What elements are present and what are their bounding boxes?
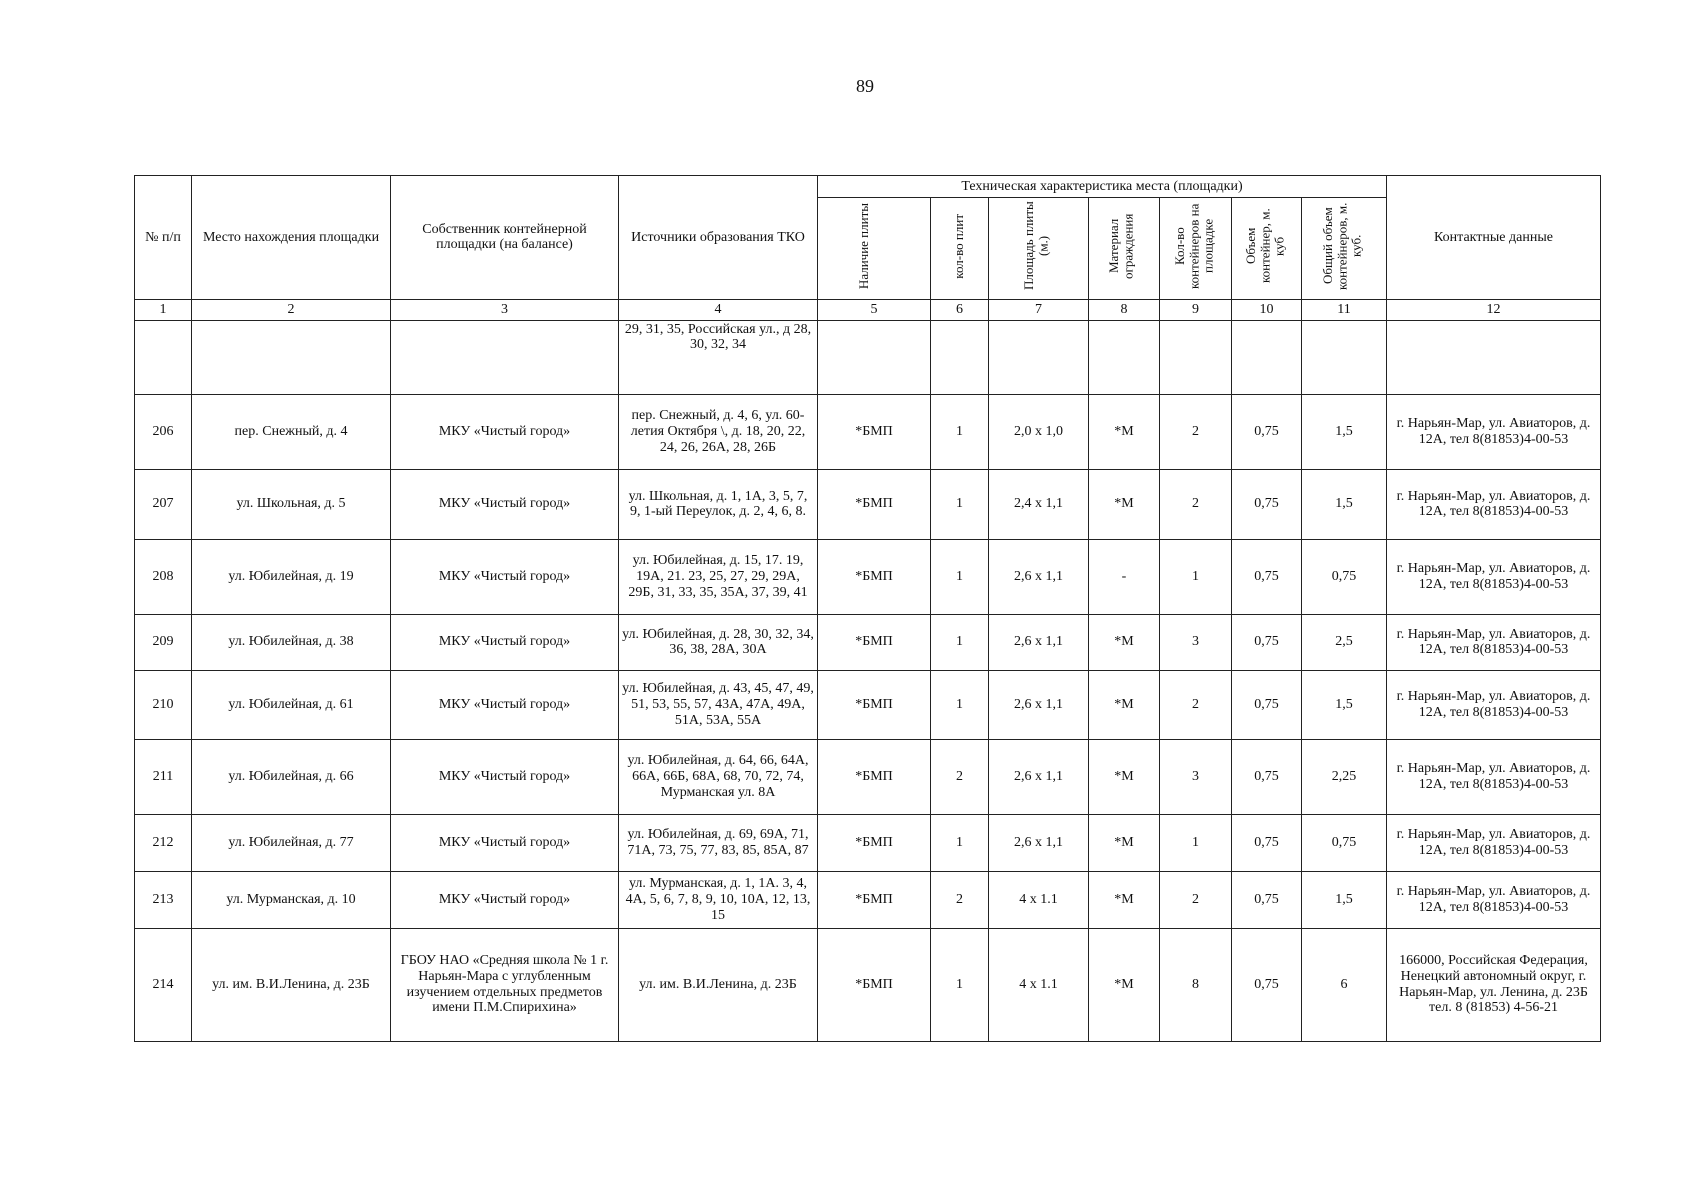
row-num: 212 bbox=[135, 814, 192, 871]
column-number: 11 bbox=[1302, 299, 1387, 320]
header-slab-presence: Наличие плиты bbox=[818, 198, 931, 300]
row-slab: *БМП bbox=[818, 469, 931, 539]
column-number: 5 bbox=[818, 299, 931, 320]
row-area: 2,4 x 1,1 bbox=[989, 469, 1089, 539]
row-volume: 0,75 bbox=[1232, 814, 1302, 871]
row-fence: *М bbox=[1089, 814, 1160, 871]
continuation-sources: 29, 31, 35, Российская ул., д 28, 30, 32, 34 bbox=[619, 320, 818, 394]
row-num: 208 bbox=[135, 539, 192, 614]
row-location: ул. Мурманская, д. 10 bbox=[192, 871, 391, 928]
header-fence-material: Материал ограждения bbox=[1089, 198, 1160, 300]
row-fence: *М bbox=[1089, 394, 1160, 469]
row-owner: МКУ «Чистый город» bbox=[391, 614, 619, 670]
header-slab-area: Площадь плиты (м.) bbox=[989, 198, 1089, 300]
row-area: 2,0 x 1,0 bbox=[989, 394, 1089, 469]
row-slab: *БМП bbox=[818, 928, 931, 1041]
table-row bbox=[135, 928, 1601, 1041]
column-number: 9 bbox=[1160, 299, 1232, 320]
row-fence: *М bbox=[1089, 739, 1160, 814]
row-containers: 3 bbox=[1160, 614, 1232, 670]
column-number: 6 bbox=[931, 299, 989, 320]
row-volume: 0,75 bbox=[1232, 670, 1302, 739]
row-total: 1,5 bbox=[1302, 670, 1387, 739]
column-number: 7 bbox=[989, 299, 1089, 320]
table-row bbox=[135, 871, 1601, 928]
row-volume: 0,75 bbox=[1232, 394, 1302, 469]
row-slab: *БМП bbox=[818, 871, 931, 928]
row-num: 210 bbox=[135, 670, 192, 739]
row-containers: 2 bbox=[1160, 469, 1232, 539]
row-location: пер. Снежный, д. 4 bbox=[192, 394, 391, 469]
table-row bbox=[135, 539, 1601, 614]
header-technical-group: Техническая характеристика места (площадки) bbox=[818, 176, 1387, 198]
header-slab-count: кол-во плит bbox=[931, 198, 989, 300]
row-area: 2,6 x 1,1 bbox=[989, 739, 1089, 814]
row-contacts: г. Нарьян-Мар, ул. Авиаторов, д. 12А, тел 8(81853)4-00-53 bbox=[1387, 469, 1601, 539]
row-num: 213 bbox=[135, 871, 192, 928]
row-owner: МКУ «Чистый город» bbox=[391, 394, 619, 469]
header-container-count: Кол-во контейнеров на площадке bbox=[1160, 198, 1232, 300]
row-slab: *БМП bbox=[818, 539, 931, 614]
row-volume: 0,75 bbox=[1232, 539, 1302, 614]
row-containers: 2 bbox=[1160, 394, 1232, 469]
header-location: Место нахождения площадки bbox=[192, 176, 391, 300]
table-row bbox=[135, 469, 1601, 539]
row-area: 2,6 x 1,1 bbox=[989, 670, 1089, 739]
row-sources: ул. Юбилейная, д. 69, 69А, 71, 71А, 73, 75, 77, 83, 85, 85А, 87 bbox=[619, 814, 818, 871]
row-total: 0,75 bbox=[1302, 814, 1387, 871]
row-fence: *М bbox=[1089, 928, 1160, 1041]
row-owner: МКУ «Чистый город» bbox=[391, 739, 619, 814]
row-total: 1,5 bbox=[1302, 871, 1387, 928]
row-contacts: г. Нарьян-Мар, ул. Авиаторов, д. 12А, тел 8(81853)4-00-53 bbox=[1387, 871, 1601, 928]
row-containers: 8 bbox=[1160, 928, 1232, 1041]
row-owner: МКУ «Чистый город» bbox=[391, 469, 619, 539]
column-numbers-row bbox=[135, 299, 1601, 320]
row-sources: ул. Школьная, д. 1, 1А, 3, 5, 7, 9, 1-ый Переулок, д. 2, 4, 6, 8. bbox=[619, 469, 818, 539]
row-sources: ул. Юбилейная, д. 15, 17. 19, 19А, 21. 23, 25, 27, 29, 29А, 29Б, 31, 33, 35, 35А, 37, 39, 41 bbox=[619, 539, 818, 614]
row-volume: 0,75 bbox=[1232, 928, 1302, 1041]
row-location: ул. Юбилейная, д. 66 bbox=[192, 739, 391, 814]
row-location: ул. им. В.И.Ленина, д. 23Б bbox=[192, 928, 391, 1041]
row-containers: 2 bbox=[1160, 871, 1232, 928]
table-row bbox=[135, 670, 1601, 739]
row-num: 209 bbox=[135, 614, 192, 670]
row-location: ул. Юбилейная, д. 19 bbox=[192, 539, 391, 614]
row-num: 211 bbox=[135, 739, 192, 814]
column-number: 1 bbox=[135, 299, 192, 320]
column-number: 2 bbox=[192, 299, 391, 320]
header-sources: Источники образования ТКО bbox=[619, 176, 818, 300]
row-containers: 1 bbox=[1160, 539, 1232, 614]
column-number: 8 bbox=[1089, 299, 1160, 320]
row-total: 2,5 bbox=[1302, 614, 1387, 670]
row-volume: 0,75 bbox=[1232, 871, 1302, 928]
row-fence: *М bbox=[1089, 670, 1160, 739]
table-row bbox=[135, 814, 1601, 871]
row-containers: 1 bbox=[1160, 814, 1232, 871]
row-total: 1,5 bbox=[1302, 469, 1387, 539]
row-contacts: г. Нарьян-Мар, ул. Авиаторов, д. 12А, тел 8(81853)4-00-53 bbox=[1387, 394, 1601, 469]
row-owner: ГБОУ НАО «Средняя школа № 1 г. Нарьян-Мара с углубленным изучением отдельных предметов имени П.М.Спирихина» bbox=[391, 928, 619, 1041]
row-contacts: 166000, Российская Федерация, Ненецкий автономный округ, г. Нарьян-Мар, ул. Ленина, д. 23Б тел. 8 (81853) 4-56-21 bbox=[1387, 928, 1601, 1041]
row-slab: *БМП bbox=[818, 614, 931, 670]
header-contacts: Контактные данные bbox=[1387, 176, 1601, 300]
column-number: 12 bbox=[1387, 299, 1601, 320]
row-containers: 2 bbox=[1160, 670, 1232, 739]
row-sources: ул. Юбилейная, д. 43, 45, 47, 49, 51, 53, 55, 57, 43А, 47А, 49А, 51А, 53А, 55А bbox=[619, 670, 818, 739]
row-sources: ул. Юбилейная, д. 28, 30, 32, 34, 36, 38, 28А, 30А bbox=[619, 614, 818, 670]
column-number: 4 bbox=[619, 299, 818, 320]
row-location: ул. Юбилейная, д. 61 bbox=[192, 670, 391, 739]
row-contacts: г. Нарьян-Мар, ул. Авиаторов, д. 12А, тел 8(81853)4-00-53 bbox=[1387, 814, 1601, 871]
row-slab-count: 1 bbox=[931, 469, 989, 539]
row-area: 2,6 x 1,1 bbox=[989, 539, 1089, 614]
row-slab-count: 2 bbox=[931, 871, 989, 928]
row-volume: 0,75 bbox=[1232, 614, 1302, 670]
row-slab: *БМП bbox=[818, 814, 931, 871]
header-num: № п/п bbox=[135, 176, 192, 300]
row-slab-count: 1 bbox=[931, 814, 989, 871]
row-area: 2,6 x 1,1 bbox=[989, 614, 1089, 670]
row-fence: *М bbox=[1089, 469, 1160, 539]
row-area: 4 x 1.1 bbox=[989, 871, 1089, 928]
header-owner: Собственник контейнерной площадки (на балансе) bbox=[391, 176, 619, 300]
row-num: 207 bbox=[135, 469, 192, 539]
row-sources: ул. им. В.И.Ленина, д. 23Б bbox=[619, 928, 818, 1041]
row-location: ул. Юбилейная, д. 77 bbox=[192, 814, 391, 871]
table-row bbox=[135, 739, 1601, 814]
row-total: 2,25 bbox=[1302, 739, 1387, 814]
row-owner: МКУ «Чистый город» bbox=[391, 871, 619, 928]
row-sources: ул. Юбилейная, д. 64, 66, 64А, 66А, 66Б, 68А, 68, 70, 72, 74, Мурманская ул. 8А bbox=[619, 739, 818, 814]
row-slab-count: 2 bbox=[931, 739, 989, 814]
column-number: 3 bbox=[391, 299, 619, 320]
row-contacts: г. Нарьян-Мар, ул. Авиаторов, д. 12А, тел 8(81853)4-00-53 bbox=[1387, 670, 1601, 739]
row-fence: *М bbox=[1089, 871, 1160, 928]
row-owner: МКУ «Чистый город» bbox=[391, 670, 619, 739]
row-slab-count: 1 bbox=[931, 614, 989, 670]
row-contacts: г. Нарьян-Мар, ул. Авиаторов, д. 12А, тел 8(81853)4-00-53 bbox=[1387, 539, 1601, 614]
row-location: ул. Школьная, д. 5 bbox=[192, 469, 391, 539]
row-slab: *БМП bbox=[818, 394, 931, 469]
table-row bbox=[135, 394, 1601, 469]
row-fence: - bbox=[1089, 539, 1160, 614]
header-container-volume: Объем контейнер, м. куб bbox=[1232, 198, 1302, 300]
row-location: ул. Юбилейная, д. 38 bbox=[192, 614, 391, 670]
row-containers: 3 bbox=[1160, 739, 1232, 814]
container-sites-table bbox=[134, 175, 1601, 1042]
row-total: 0,75 bbox=[1302, 539, 1387, 614]
row-volume: 0,75 bbox=[1232, 739, 1302, 814]
row-slab: *БМП bbox=[818, 670, 931, 739]
header-total-volume: Общий объем контейнеров, м. куб. bbox=[1302, 198, 1387, 300]
page-number: 89 bbox=[856, 76, 874, 96]
row-sources: пер. Снежный, д. 4, 6, ул. 60-летия Октября \, д. 18, 20, 22, 24, 26, 26А, 28, 26Б bbox=[619, 394, 818, 469]
row-fence: *М bbox=[1089, 614, 1160, 670]
row-sources: ул. Мурманская, д. 1, 1А. 3, 4, 4А, 5, 6, 7, 8, 9, 10, 10А, 12, 13, 15 bbox=[619, 871, 818, 928]
row-owner: МКУ «Чистый город» bbox=[391, 814, 619, 871]
row-contacts: г. Нарьян-Мар, ул. Авиаторов, д. 12А, тел 8(81853)4-00-53 bbox=[1387, 739, 1601, 814]
row-slab-count: 1 bbox=[931, 928, 989, 1041]
row-slab: *БМП bbox=[818, 739, 931, 814]
row-owner: МКУ «Чистый город» bbox=[391, 539, 619, 614]
row-total: 1,5 bbox=[1302, 394, 1387, 469]
row-contacts: г. Нарьян-Мар, ул. Авиаторов, д. 12А, тел 8(81853)4-00-53 bbox=[1387, 614, 1601, 670]
row-num: 214 bbox=[135, 928, 192, 1041]
row-total: 6 bbox=[1302, 928, 1387, 1041]
column-number: 10 bbox=[1232, 299, 1302, 320]
row-area: 2,6 x 1,1 bbox=[989, 814, 1089, 871]
row-slab-count: 1 bbox=[931, 394, 989, 469]
row-volume: 0,75 bbox=[1232, 469, 1302, 539]
row-slab-count: 1 bbox=[931, 539, 989, 614]
row-area: 4 x 1.1 bbox=[989, 928, 1089, 1041]
row-num: 206 bbox=[135, 394, 192, 469]
table-row bbox=[135, 614, 1601, 670]
continuation-row bbox=[135, 320, 1601, 394]
row-slab-count: 1 bbox=[931, 670, 989, 739]
